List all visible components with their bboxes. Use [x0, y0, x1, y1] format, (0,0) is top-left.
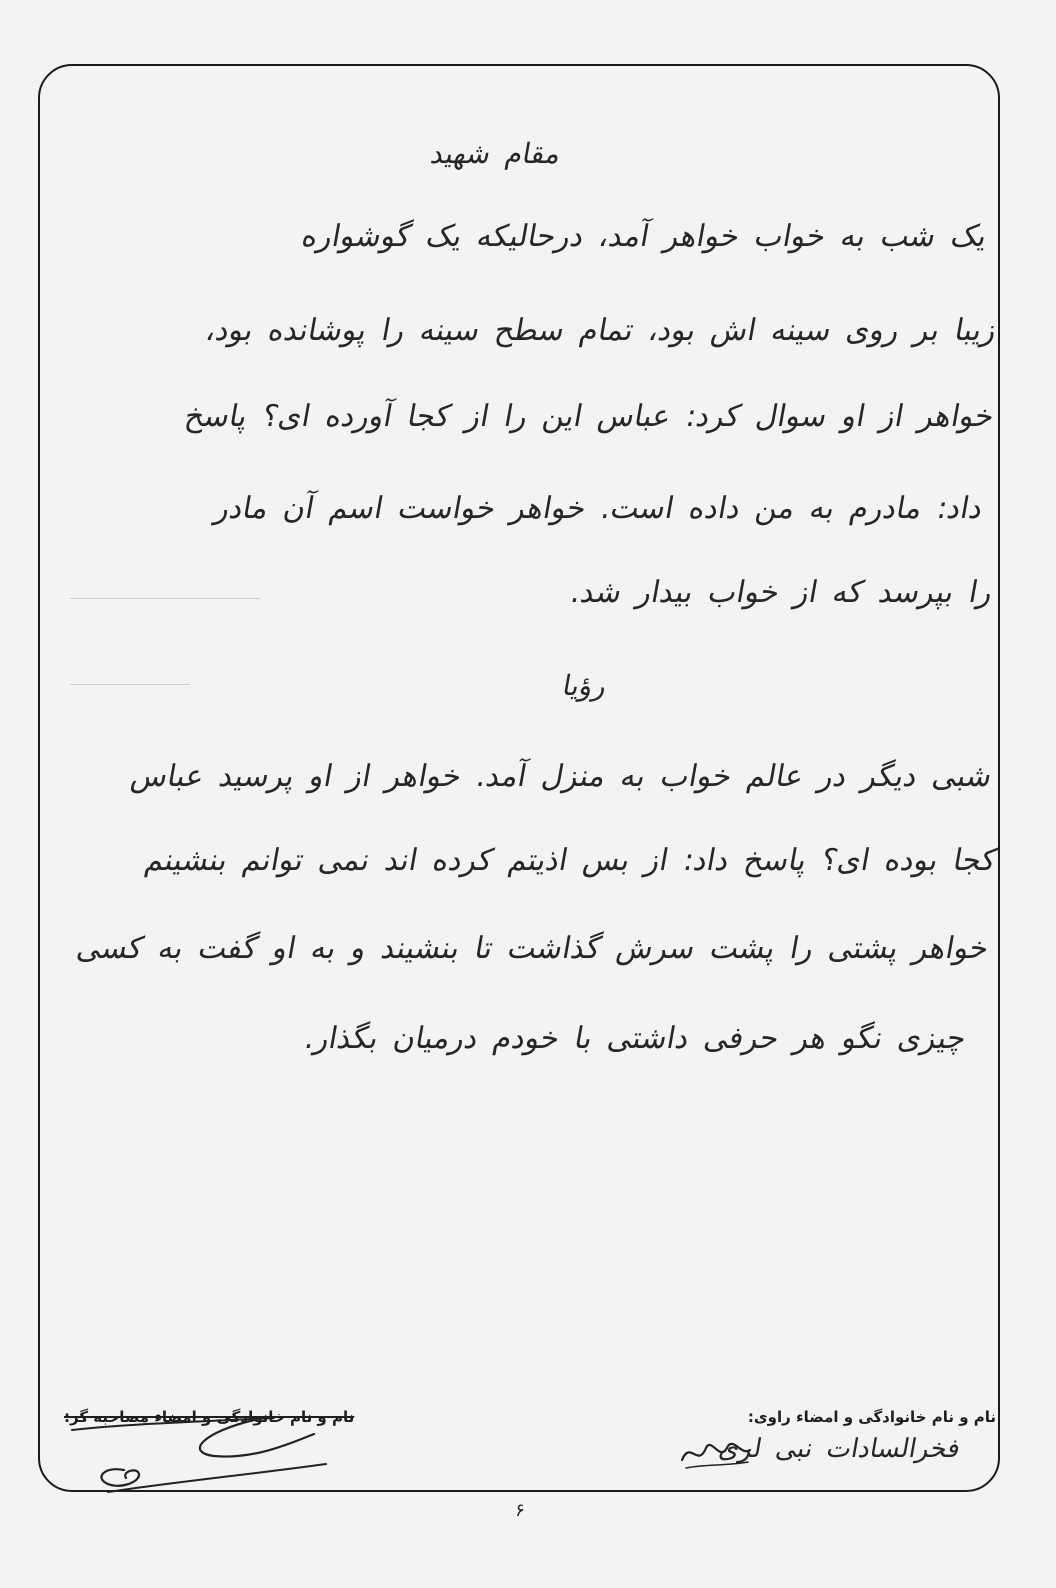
narrator-signature-label: نام و نام خانوادگی و امضاء راوی: — [747, 1408, 996, 1426]
section-heading-martyr-status: مقام شهید — [427, 137, 563, 170]
handwritten-line: یک شب به خواب خواهر آمد، درحالیکه یک گوشواره — [298, 219, 990, 254]
handwritten-line: را بپرسد که از خواب بیدار شد. — [567, 575, 996, 610]
handwritten-line: کجا بوده ای؟ پاسخ داد: از بس اذیتم کرده اند نمی توانم بنشینم — [141, 843, 1000, 878]
handwritten-line: خواهر پشتی را پشت سرش گذاشت تا بنشیند و به او گفت به کسی — [73, 931, 992, 966]
handwritten-line: خواهر از او سوال کرد: عباس این را از کجا آورده ای؟ پاسخ — [182, 399, 998, 434]
handwritten-line: شبی دیگر در عالم خواب به منزل آمد. خواهر از او پرسید عباس — [128, 759, 996, 794]
faint-ruled-line — [70, 684, 190, 685]
handwritten-line: چیزی نگو هر حرفی داشتی با خودم درمیان بگذار. — [302, 1021, 970, 1056]
narrator-name: فخرالسادات نبی لری — [716, 1434, 963, 1464]
interviewer-signature — [64, 1412, 364, 1502]
handwritten-line: زیبا بر روی سینه اش بود، تمام سطح سینه را پوشانده بود، — [203, 313, 1000, 348]
faint-ruled-line — [70, 598, 260, 599]
section-heading-dream: رؤیا — [559, 669, 609, 702]
interviewer-signature-label: نام و نام خانوادگی و امضاء مصاحبه گر: — [64, 1408, 355, 1426]
page-number: ۶ — [515, 1500, 525, 1521]
narrator-signature — [676, 1434, 756, 1474]
handwritten-line: داد: مادرم به من داده است. خواهر خواست اسم آن مادر — [211, 491, 986, 526]
